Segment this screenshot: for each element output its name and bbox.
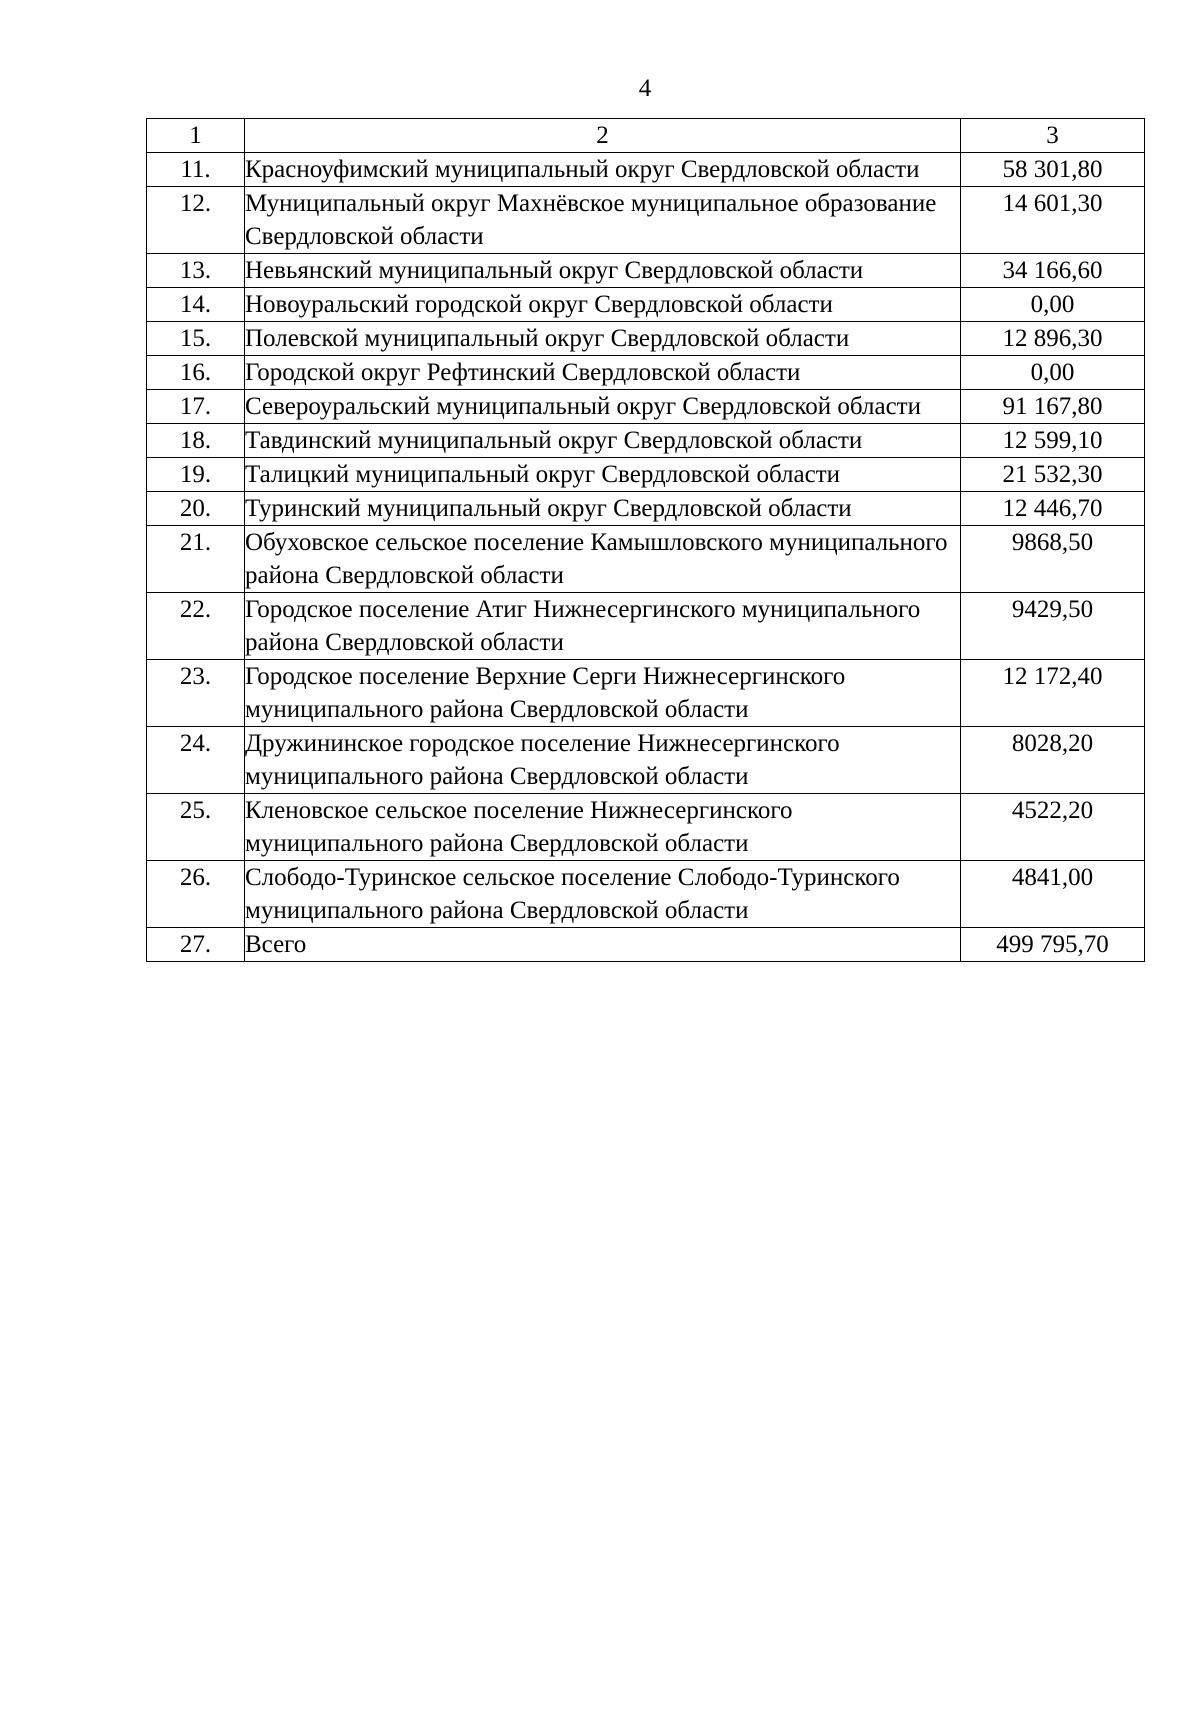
municipality-name: Новоуральский городской округ Свердловской области bbox=[245, 288, 961, 322]
municipality-name: Североуральский муниципальный округ Свердловской области bbox=[245, 390, 961, 424]
municipality-name: Красноуфимский муниципальный округ Свердловской области bbox=[245, 153, 961, 187]
amount-value: 12 446,70 bbox=[961, 492, 1145, 526]
table-row bbox=[147, 861, 1145, 928]
amount-value: 0,00 bbox=[961, 356, 1145, 390]
municipality-name: Тавдинский муниципальный округ Свердловской области bbox=[245, 424, 961, 458]
allocation-table bbox=[146, 118, 1145, 962]
table-row bbox=[147, 254, 1145, 288]
municipality-name: Всего bbox=[245, 928, 961, 962]
table-row bbox=[147, 322, 1145, 356]
row-number: 25. bbox=[147, 794, 245, 861]
municipality-name: Муниципальный округ Махнёвское муниципальное образование Свердловской области bbox=[245, 187, 961, 254]
column-header-amount: 3 bbox=[961, 119, 1145, 153]
table-row bbox=[147, 593, 1145, 660]
municipality-name: Невьянский муниципальный округ Свердловской области bbox=[245, 254, 961, 288]
amount-value: 58 301,80 bbox=[961, 153, 1145, 187]
table-row bbox=[147, 390, 1145, 424]
row-number: 24. bbox=[147, 727, 245, 794]
row-number: 11. bbox=[147, 153, 245, 187]
row-number: 16. bbox=[147, 356, 245, 390]
municipality-name: Кленовское сельское поселение Нижнесергинского муниципального района Свердловской области bbox=[245, 794, 961, 861]
municipality-name: Талицкий муниципальный округ Свердловской области bbox=[245, 458, 961, 492]
row-number: 12. bbox=[147, 187, 245, 254]
municipality-name: Городское поселение Атиг Нижнесергинского муниципального района Свердловской области bbox=[245, 593, 961, 660]
table-row bbox=[147, 794, 1145, 861]
row-number: 22. bbox=[147, 593, 245, 660]
amount-value: 14 601,30 bbox=[961, 187, 1145, 254]
municipality-name: Городское поселение Верхние Серги Нижнесергинского муниципального района Свердловской области bbox=[245, 660, 961, 727]
amount-value: 8028,20 bbox=[961, 727, 1145, 794]
table-row bbox=[147, 424, 1145, 458]
table-row bbox=[147, 727, 1145, 794]
column-header-name: 2 bbox=[245, 119, 961, 153]
amount-value: 9429,50 bbox=[961, 593, 1145, 660]
municipality-name: Полевской муниципальный округ Свердловской области bbox=[245, 322, 961, 356]
amount-value: 4522,20 bbox=[961, 794, 1145, 861]
row-number: 14. bbox=[147, 288, 245, 322]
row-number: 23. bbox=[147, 660, 245, 727]
row-number: 19. bbox=[147, 458, 245, 492]
table-row bbox=[147, 356, 1145, 390]
amount-value: 499 795,70 bbox=[961, 928, 1145, 962]
table-row bbox=[147, 928, 1145, 962]
row-number: 17. bbox=[147, 390, 245, 424]
table-row bbox=[147, 492, 1145, 526]
row-number: 13. bbox=[147, 254, 245, 288]
amount-value: 12 599,10 bbox=[961, 424, 1145, 458]
municipality-name: Туринский муниципальный округ Свердловской области bbox=[245, 492, 961, 526]
row-number: 15. bbox=[147, 322, 245, 356]
row-number: 20. bbox=[147, 492, 245, 526]
municipality-name: Обуховское сельское поселение Камышловского муниципального района Свердловской области bbox=[245, 526, 961, 593]
row-number: 27. bbox=[147, 928, 245, 962]
amount-value: 12 896,30 bbox=[961, 322, 1145, 356]
table-row bbox=[147, 458, 1145, 492]
column-header-number: 1 bbox=[147, 119, 245, 153]
table-row bbox=[147, 660, 1145, 727]
amount-value: 34 166,60 bbox=[961, 254, 1145, 288]
municipality-name: Городской округ Рефтинский Свердловской области bbox=[245, 356, 961, 390]
amount-value: 91 167,80 bbox=[961, 390, 1145, 424]
municipality-name: Слободо-Туринское сельское поселение Слободо-Туринского муниципального района Свердловской области bbox=[245, 861, 961, 928]
table-row bbox=[147, 526, 1145, 593]
table-row bbox=[147, 153, 1145, 187]
table-header-row bbox=[147, 119, 1145, 153]
municipality-name: Дружининское городское поселение Нижнесергинского муниципального района Свердловской области bbox=[245, 727, 961, 794]
amount-value: 12 172,40 bbox=[961, 660, 1145, 727]
row-number: 21. bbox=[147, 526, 245, 593]
table-row bbox=[147, 187, 1145, 254]
amount-value: 0,00 bbox=[961, 288, 1145, 322]
amount-value: 9868,50 bbox=[961, 526, 1145, 593]
page-number: 4 bbox=[638, 75, 652, 102]
table-row bbox=[147, 288, 1145, 322]
amount-value: 21 532,30 bbox=[961, 458, 1145, 492]
row-number: 26. bbox=[147, 861, 245, 928]
amount-value: 4841,00 bbox=[961, 861, 1145, 928]
row-number: 18. bbox=[147, 424, 245, 458]
